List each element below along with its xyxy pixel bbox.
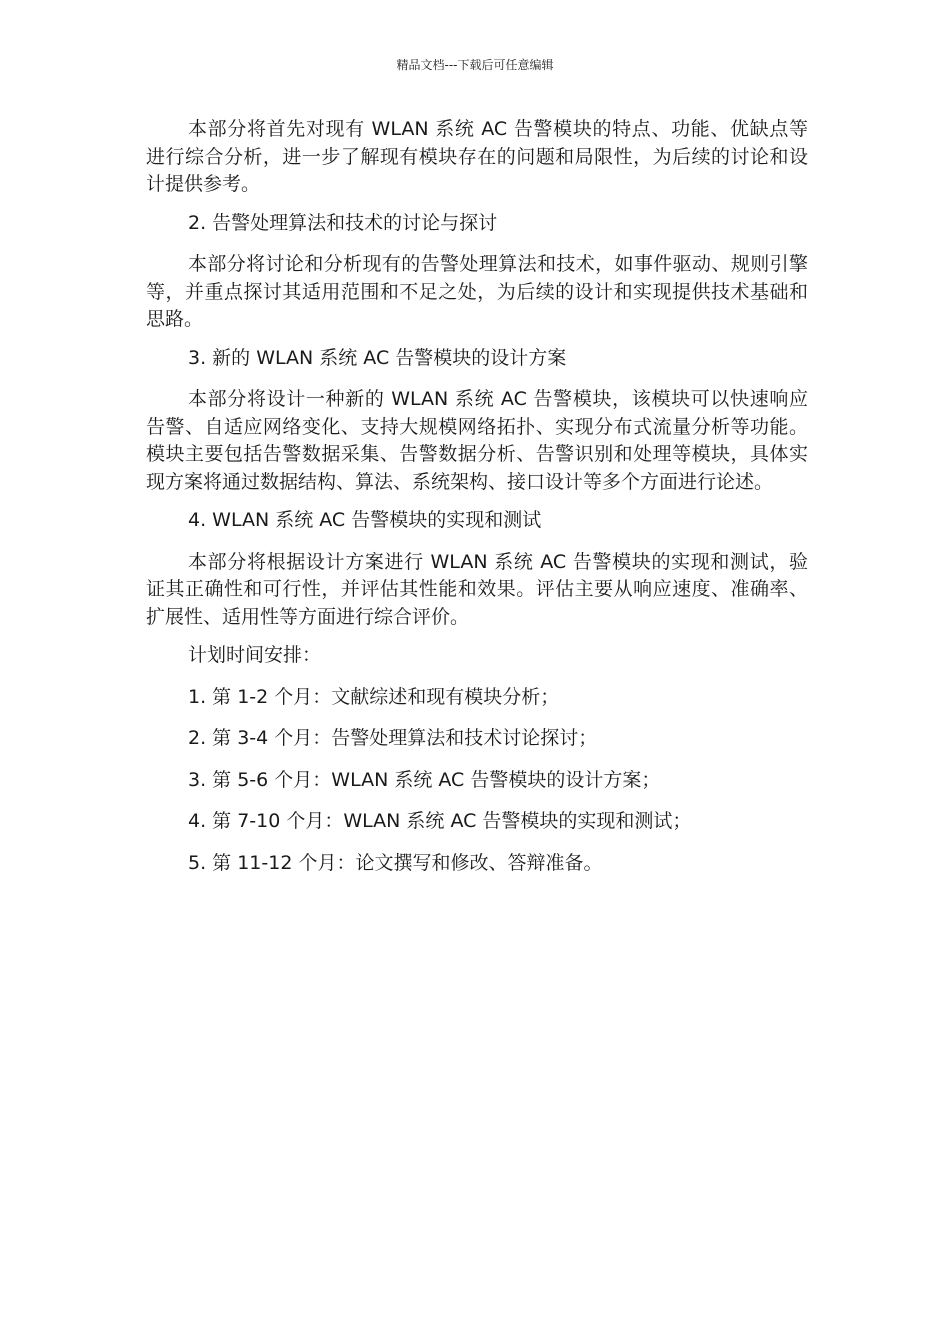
- schedule-item: 2. 第 3-4 个月：告警处理算法和技术讨论探讨；: [188, 727, 598, 749]
- schedule-item: 3. 第 5-6 个月：WLAN 系统 AC 告警模块的设计方案；: [188, 768, 661, 791]
- section-heading-design: 3. 新的 WLAN 系统 AC 告警模块的设计方案: [188, 346, 567, 369]
- document-body: [146, 116, 808, 891]
- paragraph-existing-module-analysis: 本部分将首先对现有 WLAN 系统 AC 告警模块的特点、功能、优缺点等进行综合分析，进一步了解现有模块存在的问题和局限性，为后续的讨论和设计提供参考。: [146, 118, 808, 195]
- section-heading-algorithms: 2. 告警处理算法和技术的讨论与探讨: [188, 211, 498, 234]
- page-header: 精品文档---下载后可任意编辑: [396, 58, 554, 72]
- schedule-title: 计划时间安排：: [188, 644, 322, 666]
- paragraph-algorithms: 本部分将讨论和分析现有的告警处理算法和技术，如事件驱动、规则引擎等，并重点探讨其适用范围和不足之处，为后续的设计和实现提供技术基础和思路。: [146, 253, 808, 330]
- paragraph-design: 本部分将设计一种新的 WLAN 系统 AC 告警模块，该模块可以快速响应告警、自适应网络变化、支持大规模网络拓扑、实现分布式流量分析等功能。模块主要包括告警数据采集、告警数据分析、告警识别和处理等模块，具体实现方案将通过数据结构、算法、系统架构、接口设计等多个方面进行论述。: [146, 388, 808, 493]
- schedule-item: 4. 第 7-10 个月：WLAN 系统 AC 告警模块的实现和测试；: [188, 810, 692, 832]
- section-heading-implementation: 4. WLAN 系统 AC 告警模块的实现和测试: [188, 509, 542, 531]
- paragraph-implementation: 本部分将根据设计方案进行 WLAN 系统 AC 告警模块的实现和测试，验证其正确性和可行性，并评估其性能和效果。评估主要从响应速度、准确率、扩展性、适用性等方面进行综合评价。: [146, 550, 808, 628]
- schedule-item: 1. 第 1-2 个月：文献综述和现有模块分析；: [188, 685, 560, 708]
- schedule-item: 5. 第 11-12 个月：论文撰写和修改、答辩准备。: [188, 851, 603, 874]
